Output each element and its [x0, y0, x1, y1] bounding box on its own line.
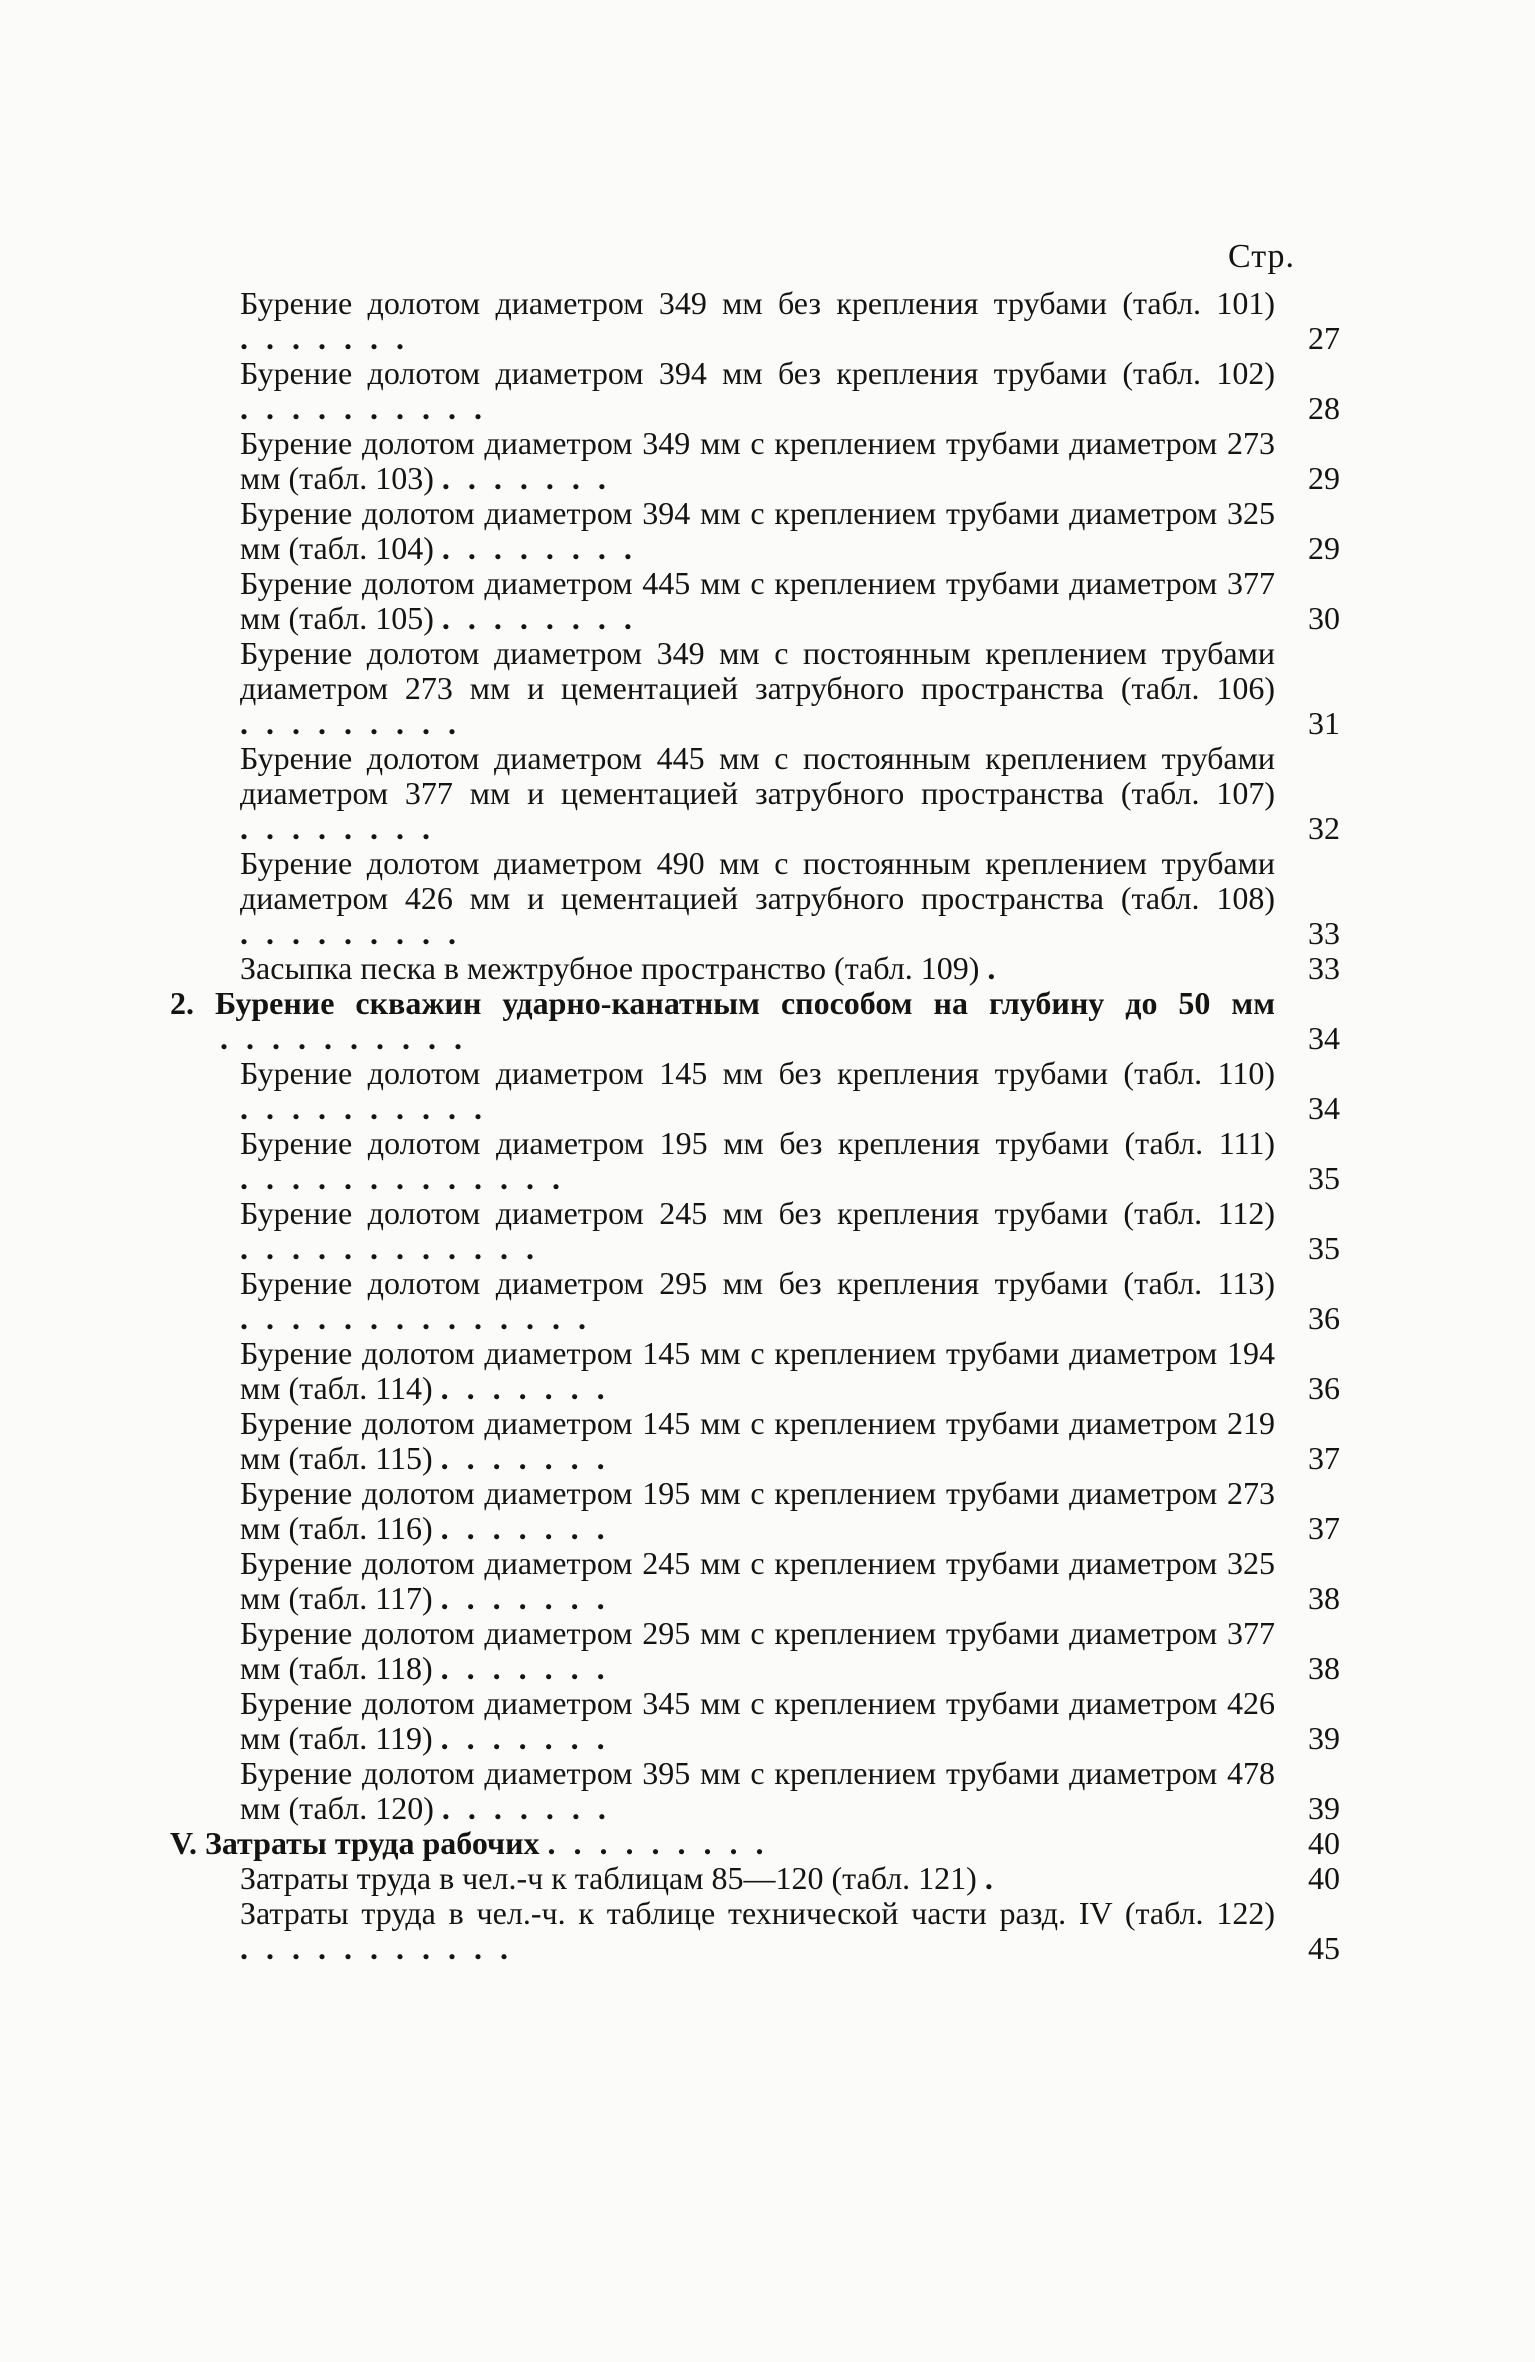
leader-dots: .: [987, 950, 1014, 986]
leader-dots: ..........: [220, 1020, 480, 1056]
toc-entry: [170, 426, 1340, 496]
leader-dots: .......: [240, 320, 422, 356]
toc-entry-text: 2. Бурение скважин ударно-канатным способом на глубину до 50 мм: [170, 985, 1275, 1021]
leader-dots: ........: [441, 600, 650, 636]
leader-dots: .......: [440, 1720, 623, 1756]
toc-entry-page: 34: [1308, 1090, 1340, 1126]
toc-entry-text: Бурение долотом диаметром 245 мм без крепления трубами (табл. 112): [240, 1195, 1275, 1231]
toc-entry: [170, 1896, 1340, 1966]
leader-dots: .........: [240, 915, 474, 951]
toc-entry-page: 39: [1308, 1790, 1340, 1826]
toc-entry: [170, 1266, 1340, 1336]
leader-dots: .......: [440, 1510, 623, 1546]
toc-entry-page: 37: [1308, 1440, 1340, 1476]
toc-entry: [170, 356, 1340, 426]
toc-entry-text: Засыпка песка в межтрубное пространство (табл. 109): [240, 950, 980, 986]
toc-entry-page: 30: [1308, 600, 1340, 636]
toc-entry: [170, 1126, 1340, 1196]
toc-entry-text: Бурение долотом диаметром 445 мм с постоянным креплением трубами диаметром 377 мм и цементацией затрубного пространства (табл. 107): [240, 740, 1275, 811]
toc-entry-text: Бурение долотом диаметром 295 мм с креплением трубами диаметром 377 мм (табл. 118): [240, 1615, 1275, 1686]
toc-entry-text: V. Затраты труда рабочих: [170, 1825, 540, 1861]
leader-dots: ........: [240, 810, 448, 846]
leader-dots: ..........: [240, 390, 500, 426]
toc-entry-page: 36: [1308, 1370, 1340, 1406]
toc-entry-text: Бурение долотом диаметром 394 мм с креплением трубами диаметром 325 мм (табл. 104): [240, 495, 1275, 566]
toc-entry: [170, 1336, 1340, 1406]
toc-entry-page: 34: [1308, 1020, 1340, 1056]
toc-entry-text: Бурение долотом диаметром 349 мм без крепления трубами (табл. 101): [240, 285, 1275, 321]
page-column-header: Стр.: [1228, 238, 1296, 275]
toc-entry-page: 35: [1308, 1230, 1340, 1266]
leader-dots: ..........: [240, 1090, 500, 1126]
toc-entry-text: Бурение долотом диаметром 345 мм с креплением трубами диаметром 426 мм (табл. 119): [240, 1685, 1275, 1756]
toc-entry-text: Бурение долотом диаметром 349 мм с креплением трубами диаметром 273 мм (табл. 103): [240, 425, 1275, 496]
leader-dots: .......: [441, 1790, 624, 1826]
toc-entry-page: 38: [1308, 1650, 1340, 1686]
leader-dots: ..............: [240, 1300, 604, 1336]
toc-entry-page: 29: [1308, 530, 1340, 566]
leader-dots: .......: [440, 1440, 623, 1476]
leader-dots: .......: [440, 1370, 623, 1406]
toc-entry-page: 40: [1308, 1825, 1340, 1861]
leader-dots: .........: [240, 705, 474, 741]
toc-entry-page: 36: [1308, 1300, 1340, 1336]
table-of-contents: [170, 286, 1340, 1966]
toc-entry-page: 38: [1308, 1580, 1340, 1616]
toc-entry-page: 29: [1308, 460, 1340, 496]
leader-dots: ............: [240, 1230, 552, 1266]
leader-dots: ........: [441, 530, 650, 566]
toc-entry-text: Бурение долотом диаметром 349 мм с постоянным креплением трубами диаметром 273 мм и цементацией затрубного пространства (табл. 106): [240, 635, 1275, 706]
toc-entry: [170, 1861, 1340, 1896]
toc-entry-text: Бурение долотом диаметром 394 мм без крепления трубами (табл. 102): [240, 355, 1275, 391]
toc-entry-page: 37: [1308, 1510, 1340, 1546]
leader-dots: .......: [440, 1650, 623, 1686]
toc-entry: [170, 1756, 1340, 1826]
toc-entry-page: 28: [1308, 390, 1340, 426]
toc-entry-page: 35: [1308, 1160, 1340, 1196]
toc-entry: [170, 741, 1340, 846]
leader-dots: .......: [440, 1580, 623, 1616]
toc-entry-page: 33: [1308, 915, 1340, 951]
toc-entry: [170, 1406, 1340, 1476]
toc-entry-text: Бурение долотом диаметром 395 мм с креплением трубами диаметром 478 мм (табл. 120): [240, 1755, 1275, 1826]
toc-entry: [170, 1196, 1340, 1266]
toc-section-entry: [170, 1826, 1340, 1861]
toc-entry-page: 33: [1308, 950, 1340, 986]
toc-entry: [170, 846, 1340, 951]
toc-entry-text: Бурение долотом диаметром 490 мм с постоянным креплением трубами диаметром 426 мм и цементацией затрубного пространства (табл. 108): [240, 845, 1275, 916]
toc-entry: [170, 1476, 1340, 1546]
toc-entry-text: Затраты труда в чел.-ч. к таблице технической части разд. IV (табл. 122): [240, 1895, 1275, 1931]
toc-entry: [170, 566, 1340, 636]
toc-entry: [170, 496, 1340, 566]
toc-entry-page: 40: [1308, 1860, 1340, 1896]
toc-entry: [170, 1616, 1340, 1686]
toc-entry-page: 45: [1308, 1930, 1340, 1966]
toc-entry-text: Бурение долотом диаметром 195 мм без крепления трубами (табл. 111): [240, 1125, 1275, 1161]
toc-entry-page: 31: [1308, 705, 1340, 741]
leader-dots: .........: [547, 1825, 782, 1861]
toc-entry: [170, 1546, 1340, 1616]
leader-dots: .: [984, 1860, 1011, 1896]
toc-entry-text: Бурение долотом диаметром 445 мм с креплением трубами диаметром 377 мм (табл. 105): [240, 565, 1275, 636]
leader-dots: ...........: [240, 1930, 526, 1966]
toc-entry-text: Затраты труда в чел.-ч к таблицам 85—120 (табл. 121): [240, 1860, 977, 1896]
toc-entry: [170, 1056, 1340, 1126]
toc-entry: [170, 1686, 1340, 1756]
toc-entry-page: 39: [1308, 1720, 1340, 1756]
toc-entry-page: 32: [1308, 810, 1340, 846]
toc-section-entry: [170, 986, 1340, 1056]
toc-entry-text: Бурение долотом диаметром 145 мм с креплением трубами диаметром 194 мм (табл. 114): [240, 1335, 1275, 1406]
toc-entry-text: Бурение долотом диаметром 195 мм с креплением трубами диаметром 273 мм (табл. 116): [240, 1475, 1275, 1546]
toc-entry: [170, 636, 1340, 741]
toc-entry: [170, 951, 1340, 986]
toc-entry: [170, 286, 1340, 356]
toc-entry-text: Бурение долотом диаметром 245 мм с креплением трубами диаметром 325 мм (табл. 117): [240, 1545, 1275, 1616]
leader-dots: .............: [240, 1160, 578, 1196]
leader-dots: .......: [441, 460, 624, 496]
toc-entry-text: Бурение долотом диаметром 295 мм без крепления трубами (табл. 113): [240, 1265, 1275, 1301]
toc-entry-text: Бурение долотом диаметром 145 мм с креплением трубами диаметром 219 мм (табл. 115): [240, 1405, 1275, 1476]
toc-entry-page: 27: [1308, 320, 1340, 356]
toc-entry-text: Бурение долотом диаметром 145 мм без крепления трубами (табл. 110): [240, 1055, 1275, 1091]
